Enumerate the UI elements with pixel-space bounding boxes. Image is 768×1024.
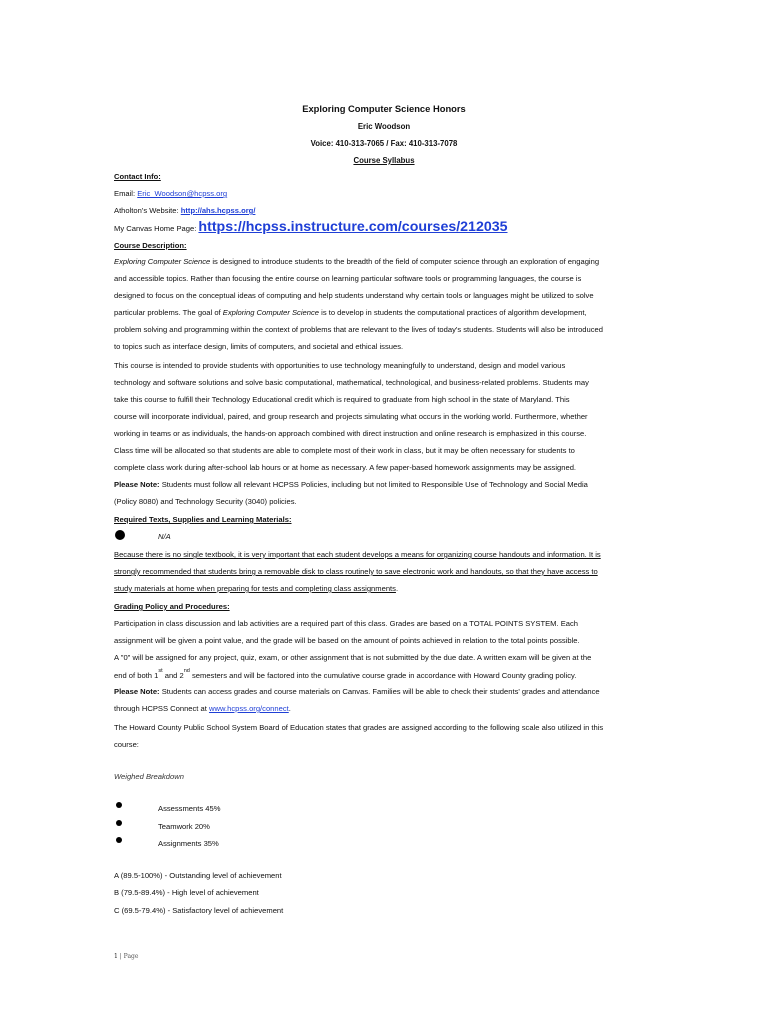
- grade-scale-item: B (79.5-89.4%) - High level of achievement: [114, 888, 259, 897]
- desc-text: is designed to introduce students to the breadth of the field of computer science through an exploration of engaging: [210, 257, 600, 266]
- breakdown-item: Teamwork 20%: [158, 822, 210, 831]
- bullet-icon: [116, 820, 122, 826]
- superscript: st: [158, 668, 163, 674]
- teacher-name: Eric Woodson: [357, 122, 411, 131]
- website-link[interactable]: http://ahs.hcpss.org/: [180, 206, 256, 215]
- syllabus-subtitle: Course Syllabus: [353, 156, 415, 165]
- grading-line: Participation in class discussion and lab activities are a required part of this class. Grades are based on a TOTAL POINTS SYSTEM. Each: [114, 619, 578, 628]
- phone-line: Voice: 410-313-7065 / Fax: 410-313-7078: [310, 139, 458, 148]
- grading-note-cont: [114, 704, 291, 714]
- grading-line: assignment will be given a point value, and the grade will be based on the amount of points achieved in relation to the total points possible.: [114, 636, 580, 645]
- board-line: course:: [114, 740, 139, 749]
- desc-line: problem solving and programming within the context of problems that are relevant to the lives of today's students. Students will also be introduced: [114, 325, 603, 334]
- grading-line: A "0" will be assigned for any project, quiz, exam, or other assignment that is not submitted by the due date. A written exam will be given at the: [114, 653, 592, 662]
- email-label: Email:: [114, 189, 138, 198]
- contact-heading: Contact Info:: [114, 172, 161, 181]
- canvas-line: [114, 220, 508, 236]
- policy-note: [114, 480, 588, 490]
- policy-note-cont: (Policy 8080) and Technology Security (3040) policies.: [114, 497, 297, 506]
- course-title: Exploring Computer Science Honors: [302, 103, 466, 114]
- desc-line: to topics such as interface design, limits of computers, and societal and ethical issues.: [114, 342, 404, 351]
- desc-line: complete class work during after-school lab hours or at home as necessary. A few paper-based homework assignments may be assigned.: [114, 463, 577, 472]
- course-name-em: Exploring Computer Science: [114, 257, 211, 266]
- desc-line: designed to focus on the conceptual ideas of computing and help students understand why certain tools or languages might be utilized to solve: [114, 291, 594, 300]
- note-label: Please Note:: [114, 480, 160, 489]
- hcpss-connect-link[interactable]: www.hcpss.org/connect: [208, 704, 289, 713]
- footer-sep: |: [117, 953, 124, 960]
- website-line: [114, 206, 255, 216]
- note-label: Please Note:: [114, 687, 160, 696]
- canvas-label: My Canvas Home Page:: [114, 224, 199, 233]
- note-text: through HCPSS Connect at: [114, 704, 209, 713]
- course-name-em: Exploring Computer Science: [222, 308, 320, 317]
- grading-text: semesters and will be factored into the cumulative course grade in accordance with Howard County grading policy.: [189, 671, 577, 680]
- desc-line: working in teams or as individuals, the hands-on approach combined with direct instruction and online research is emphasized in this course.: [114, 429, 587, 438]
- breakdown-item: Assessments 45%: [158, 804, 221, 813]
- grading-text: and 2: [162, 671, 184, 680]
- desc-line: course will incorporate individual, paired, and group research and projects simulating what occurs in the working world. Furthermore, whether: [114, 412, 588, 421]
- grading-line: [114, 668, 577, 681]
- materials-line: Because there is no single textbook, it is very important that each student develops a means for organizing course handouts and information. It is: [114, 550, 601, 559]
- desc-line: and accessible topics. Rather than focusing the entire course on learning particular software tools or programming languages, the course is: [114, 274, 582, 283]
- grading-note: [114, 687, 600, 697]
- desc-text: particular problems. The goal of: [114, 308, 223, 317]
- breakdown-item: Assignments 35%: [158, 839, 219, 848]
- bullet-icon: [115, 530, 125, 540]
- desc-line: [114, 257, 599, 267]
- materials-line: strongly recommended that students bring a removable disk to class routinely to save electronic work and handouts, so that they have access to: [114, 567, 598, 576]
- description-heading: Course Description:: [114, 241, 187, 250]
- breakdown-title: Weighed Breakdown: [114, 772, 184, 781]
- page-footer: [114, 953, 138, 960]
- desc-line: [114, 308, 587, 318]
- grading-text: end of both 1: [114, 671, 159, 680]
- desc-line: Class time will be allocated so that students are able to complete most of their work in class, but it may be often necessary for students to: [114, 446, 575, 455]
- materials-text: study materials at home when preparing for tests and completing class assignments: [114, 584, 396, 593]
- grading-heading: Grading Policy and Procedures:: [114, 602, 230, 611]
- email-line: [114, 189, 227, 199]
- note-text: .: [288, 704, 291, 713]
- email-link[interactable]: Eric_Woodson@hcpss.org: [137, 189, 228, 198]
- materials-heading: Required Texts, Supplies and Learning Materials:: [114, 515, 292, 524]
- grade-scale-item: A (89.5-100%) - Outstanding level of achievement: [114, 871, 282, 880]
- desc-line: take this course to fulfill their Technology Educational credit which is required to graduate from high school in the state of Maryland. This: [114, 395, 570, 404]
- desc-text: is to develop in students the computational practices of algorithm development,: [319, 308, 587, 317]
- desc-line: technology and software solutions and solve basic computational, mathematical, technological, and business-related problems. Students may: [114, 378, 589, 387]
- page-word: Page: [123, 953, 139, 960]
- materials-item: N/A: [158, 532, 171, 541]
- bullet-icon: [116, 802, 122, 808]
- materials-text: .: [395, 584, 399, 593]
- desc-line: This course is intended to provide students with opportunities to use technology meaningfully to understand, design and model various: [114, 361, 566, 370]
- grade-scale-item: C (69.5-79.4%) - Satisfactory level of achievement: [114, 906, 284, 915]
- bullet-icon: [116, 837, 122, 843]
- note-text: Students must follow all relevant HCPSS Policies, including but not limited to Responsible Use of Technology and Social Media: [159, 480, 588, 489]
- canvas-link[interactable]: https://hcpss.instructure.com/courses/212035: [198, 219, 508, 235]
- superscript: nd: [183, 668, 190, 674]
- page-number: 1: [114, 953, 118, 960]
- website-label: Atholton's Website:: [114, 206, 181, 215]
- materials-line: [114, 584, 398, 594]
- board-line: The Howard County Public School System Board of Education states that grades are assigned according to the following scale also utilized in this: [114, 723, 604, 732]
- note-text: Students can access grades and course materials on Canvas. Families will be able to check their students' grades and attendance: [159, 687, 600, 696]
